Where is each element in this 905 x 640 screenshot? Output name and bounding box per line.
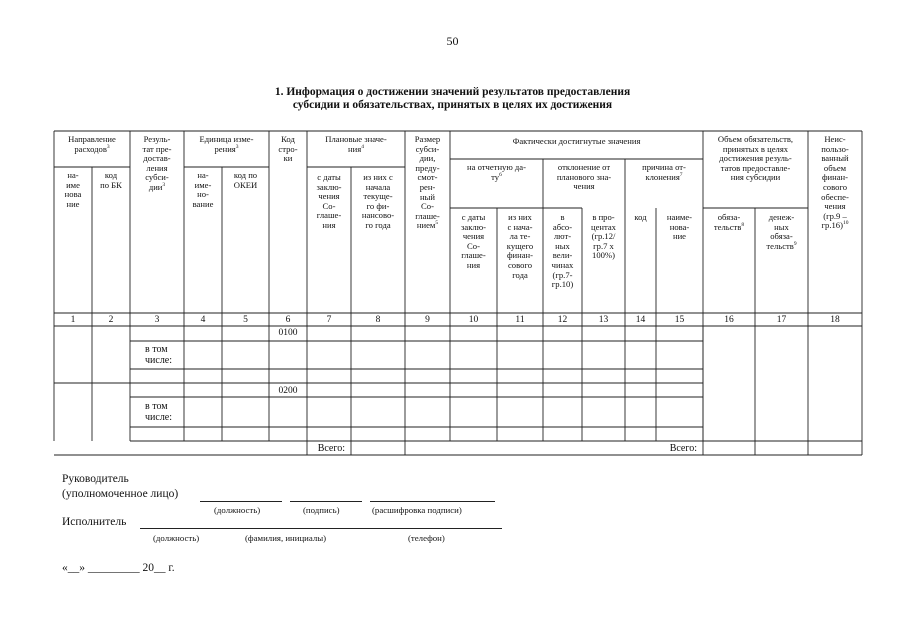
header-f-iz-nih: из них с нача- ла те- кущего финан- сового года: [506, 212, 534, 280]
header-obyazatelstv: обяза- тельств$^8$: [713, 212, 745, 232]
header-razmer: Размер субси- дии, преду- смот- рен- ный Со- глаше- нием$^5$: [414, 134, 441, 231]
header-otklonenie: отклонение от планового зна- чения: [556, 162, 612, 192]
header-planovye: Плановые значе- ния$^4$: [325, 134, 387, 154]
header-neispolz: Неис- пользо- ванный объем финан- сового обеспе- чения (гр.9 – гр.16)$^{10}$: [821, 134, 849, 231]
column-number: 7: [326, 315, 332, 325]
signature-position-caption: (должность): [214, 505, 261, 515]
column-number: 17: [776, 315, 787, 325]
header-v-proc: в про- центах (гр.12/ гр.7 х 100%): [591, 212, 616, 261]
header-iz-nih: из них с начала текуще- го фи- нансово- го года: [361, 172, 395, 230]
row-v-tom-chisle: в том числе:: [145, 344, 173, 366]
column-number: 18: [830, 315, 840, 325]
column-number: 3: [154, 315, 160, 325]
column-number: 6: [285, 315, 291, 325]
header-kod: код: [634, 212, 647, 222]
column-number: 15: [674, 315, 685, 325]
signature-position-line: [200, 501, 282, 502]
title-line-1: 1. Информация о достижении значений результатов предоставления: [274, 86, 631, 98]
header-naim2: наиме- нова- ние: [666, 212, 693, 242]
header-kod-bk: код по БК: [100, 170, 122, 190]
executor-name-caption: (фамилия, инициалы): [245, 533, 327, 543]
row-code-0200: 0200: [278, 386, 298, 396]
column-number: 5: [243, 315, 248, 325]
column-number: 2: [108, 315, 114, 325]
header-napravlenie: Направление расходов$^3$: [68, 134, 116, 154]
executor-label: Исполнитель: [62, 516, 127, 528]
signature-head-label: Руководитель: [62, 473, 129, 485]
column-number: 8: [375, 315, 381, 325]
header-ed-naim: на- име- но- вание: [192, 170, 214, 209]
page-number: 50: [446, 34, 459, 48]
header-denezhnyh: денеж- ных обяза- тельств$^9$: [766, 212, 797, 251]
signature-decode-caption: (расшифровка подписи): [372, 505, 462, 515]
signature-decode-line: [370, 501, 495, 502]
header-s-daty: с даты заклю- чения Со- глаше- ния: [316, 172, 342, 230]
row-code-0100: 0100: [278, 328, 298, 338]
header-f-s-daty: с даты заклю- чения Со- глаше- ния: [461, 212, 486, 270]
column-number: 4: [200, 315, 206, 325]
header-na-otchetnuyu: на отчетную да- $ту^6$: [467, 162, 526, 182]
column-number: 1: [70, 315, 76, 325]
header-prichina: причина от- клонения$^7$: [642, 162, 686, 182]
signature-sign-caption: (подпись): [303, 505, 340, 515]
date-line: «__» _________ 20__ г.: [62, 562, 175, 574]
column-number: 12: [557, 315, 568, 325]
header-rezultat: Резуль- тат пре- достав- ления субси- дии$^3$: [142, 134, 172, 192]
signature-sign-line: [290, 501, 362, 502]
total-label-plan: Всего:: [317, 443, 345, 454]
executor-phone-caption: (телефон): [408, 533, 445, 543]
column-number: 11: [515, 315, 525, 325]
column-number: 16: [724, 315, 734, 325]
header-fakticheski: Фактически достигнутые значения: [512, 136, 641, 146]
column-number: 10: [468, 315, 479, 325]
document-title: [150, 86, 755, 112]
executor-position-caption: (должность): [153, 533, 200, 543]
header-obem: Объем обязательств, принятых в целях достижения резуль- татов предоставле- ния субсидии: [717, 134, 794, 183]
column-number: 14: [635, 315, 646, 325]
header-v-absol: в абсо- лют- ных вели- чинах (гр.7- гр.10): [551, 212, 574, 290]
column-number: 9: [425, 315, 430, 325]
row-v-tom-chisle-2: в том числе:: [145, 401, 173, 423]
executor-line: [140, 528, 502, 529]
column-number: 13: [598, 315, 609, 325]
title-line-2: субсидии и обязательствах, принятых в целях их достижения: [292, 99, 613, 111]
header-kod-okei: код по ОКЕИ: [233, 170, 258, 190]
header-kod-stroki: Код стро- ки: [278, 134, 298, 164]
header-edinica: Единица изме- рения$^3$: [199, 134, 254, 154]
total-label-obligations: Всего:: [669, 443, 697, 454]
header-naimenovanie: на- име нова ние: [64, 170, 82, 209]
signature-authorized-label: (уполномоченное лицо): [62, 488, 179, 500]
